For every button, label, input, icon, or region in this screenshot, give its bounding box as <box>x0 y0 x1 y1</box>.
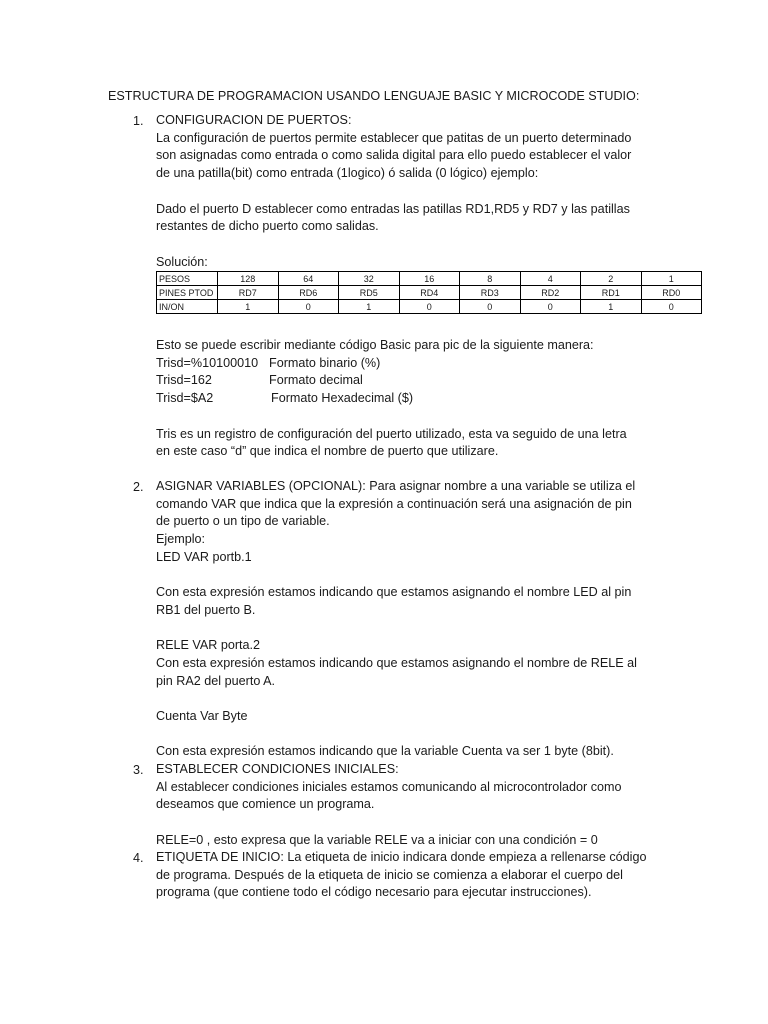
table-cell: 1 <box>641 272 702 286</box>
section-3-number: 3. <box>133 763 144 777</box>
section-4-text-line: programa (que contiene todo el código necesario para ejecutar instrucciones). <box>156 885 592 900</box>
table-cell: 1 <box>339 300 400 314</box>
code-text: Trisd=162 <box>156 373 212 388</box>
table-cell: RD5 <box>339 286 400 300</box>
table-cell: 16 <box>399 272 460 286</box>
section-1-text-line: Dado el puerto D establecer como entradas las patillas RD1,RD5 y RD7 y las patillas <box>156 201 630 216</box>
section-2-text-line: Con esta expresión estamos indicando que estamos asignando el nombre LED al pin <box>156 585 632 600</box>
section-2-text-line: Con esta expresión estamos indicando que estamos asignando el nombre de RELE al <box>156 656 637 670</box>
table-cell: 64 <box>278 272 339 286</box>
table-cell: 32 <box>339 272 400 286</box>
code-line <box>156 372 656 390</box>
section-2-text-line: Con esta expresión estamos indicando que la variable Cuenta va ser 1 byte (8bit). <box>156 744 614 759</box>
row-label: PINES PTOD <box>157 286 218 300</box>
table-cell: 0 <box>460 300 521 314</box>
table-row <box>157 300 702 314</box>
table-cell: 0 <box>641 300 702 314</box>
section-4-text-line: de programa. Después de la etiqueta de inicio se comienza a elaborar el cuerpo del <box>156 867 623 882</box>
table-cell: RD1 <box>581 286 642 300</box>
table-cell: RD3 <box>460 286 521 300</box>
section-1-text-line: son asignadas como entrada o como salida digital para ello puedo establecer el valor <box>156 148 632 163</box>
section-1-text-line: restantes de dicho puerto como salidas. <box>156 219 379 234</box>
section-1-text-line: de una patilla(bit) como entrada (1logico) ó salida (0 lógico) ejemplo: <box>156 166 539 181</box>
table-cell: 128 <box>218 272 279 286</box>
table-cell: RD7 <box>218 286 279 300</box>
row-label: IN/ON <box>157 300 218 314</box>
code-line <box>156 355 656 373</box>
section-3-text-line: Al establecer condiciones iniciales estamos comunicando al microcontrolador como <box>156 779 622 794</box>
table-cell: RD0 <box>641 286 702 300</box>
table-cell: 4 <box>520 272 581 286</box>
section-2-text-line: RB1 del puerto B. <box>156 602 256 617</box>
section-2-text-line: Ejemplo: <box>156 532 205 547</box>
solution-label: Solución: <box>156 254 208 269</box>
section-2-code-line: LED VAR portb.1 <box>156 549 252 564</box>
section-1-text-line: Tris es un registro de configuración del puerto utilizado, esta va seguido de una letra <box>156 426 627 441</box>
table-cell: 2 <box>581 272 642 286</box>
code-description: Formato decimal <box>269 373 363 388</box>
table-cell: 0 <box>520 300 581 314</box>
section-4-number: 4. <box>133 851 144 865</box>
section-1-heading: CONFIGURACION DE PUERTOS: <box>156 113 352 127</box>
port-config-table <box>156 271 702 314</box>
code-description: Formato binario (%) <box>269 355 381 370</box>
section-4-text-line: ETIQUETA DE INICIO: La etiqueta de inicio indicara donde empieza a rellenarse código <box>156 850 647 864</box>
table-cell: RD6 <box>278 286 339 300</box>
table-cell: RD2 <box>520 286 581 300</box>
section-1-code-block <box>156 337 656 461</box>
section-1-text-line: en este caso “d” que indica el nombre de puerto que utilizare. <box>156 444 499 459</box>
section-1 <box>156 112 656 271</box>
code-text: Trisd=%10100010 <box>156 355 259 370</box>
section-2-code-line: Cuenta Var Byte <box>156 709 248 724</box>
table-cell: RD4 <box>399 286 460 300</box>
section-1-text-line: Esto se puede escribir mediante código Basic para pic de la siguiente manera: <box>156 338 594 352</box>
table-cell: 1 <box>218 300 279 314</box>
section-2 <box>156 478 656 761</box>
section-2-text-line: de puerto o un tipo de variable. <box>156 514 330 529</box>
section-2-text-line: pin RA2 del puerto A. <box>156 673 276 688</box>
code-description: Formato Hexadecimal ($) <box>271 391 414 406</box>
section-2-text-line: comando VAR que indica que la expresión a continuación será una asignación de pin <box>156 496 632 511</box>
table-row <box>157 286 702 300</box>
code-line <box>156 390 656 408</box>
section-2-code-line: RELE VAR porta.2 <box>156 638 261 653</box>
section-3 <box>156 761 656 850</box>
section-1-number: 1. <box>133 114 144 128</box>
table-cell: 8 <box>460 272 521 286</box>
row-label: PESOS <box>157 272 218 286</box>
section-4 <box>156 849 656 902</box>
section-3-text-line: deseamos que comience un programa. <box>156 797 375 812</box>
section-3-text-line: RELE=0 , esto expresa que la variable RELE va a iniciar con una condición = 0 <box>156 832 598 847</box>
code-text: Trisd=$A2 <box>156 391 214 406</box>
table-cell: 0 <box>399 300 460 314</box>
document-title: ESTRUCTURA DE PROGRAMACION USANDO LENGUAJE BASIC Y MICROCODE STUDIO: <box>108 89 640 103</box>
section-2-number: 2. <box>133 480 144 494</box>
section-3-heading: ESTABLECER CONDICIONES INICIALES: <box>156 762 399 776</box>
section-1-text-line: La configuración de puertos permite establecer que patitas de un puerto determinado <box>156 130 632 145</box>
table-row <box>157 272 702 286</box>
section-2-text-line: ASIGNAR VARIABLES (OPCIONAL): Para asignar nombre a una variable se utiliza el <box>156 479 636 493</box>
table-cell: 0 <box>278 300 339 314</box>
table-cell: 1 <box>581 300 642 314</box>
